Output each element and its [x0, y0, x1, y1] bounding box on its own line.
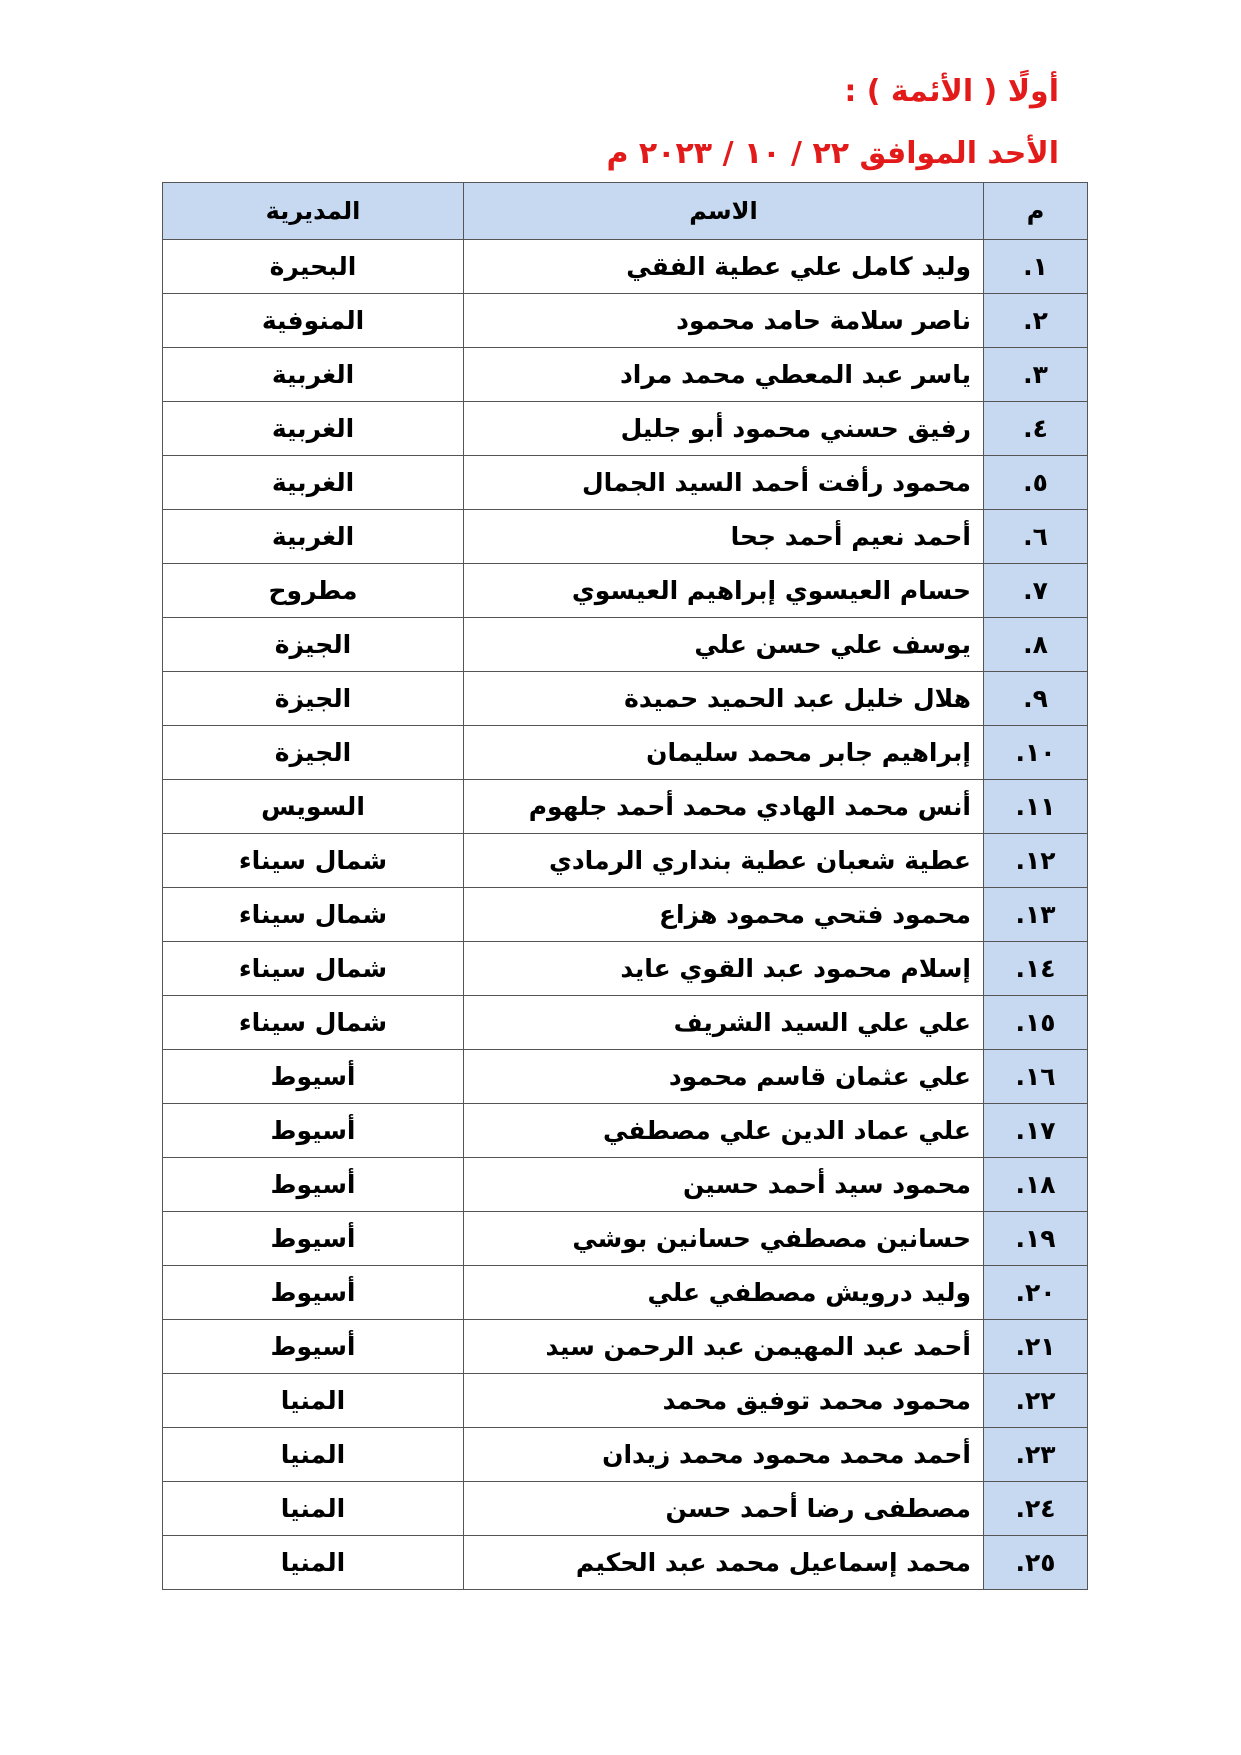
table-header-row	[163, 183, 1088, 240]
row-name: علي علي السيد الشريف	[464, 996, 984, 1050]
table-row	[163, 240, 1088, 294]
table-row	[163, 1104, 1088, 1158]
header-name: الاسم	[464, 183, 984, 240]
row-directorate: أسيوط	[163, 1104, 464, 1158]
table-row	[163, 1320, 1088, 1374]
row-name: أحمد عبد المهيمن عبد الرحمن سيد	[464, 1320, 984, 1374]
table-row	[163, 780, 1088, 834]
row-directorate: الغربية	[163, 402, 464, 456]
row-name: ياسر عبد المعطي محمد مراد	[464, 348, 984, 402]
row-number: .١٢	[984, 834, 1088, 888]
row-directorate: المنيا	[163, 1536, 464, 1590]
row-number: .٢٢	[984, 1374, 1088, 1428]
table-row	[163, 888, 1088, 942]
row-directorate: البحيرة	[163, 240, 464, 294]
table-row	[163, 510, 1088, 564]
row-directorate: المنيا	[163, 1374, 464, 1428]
table-row	[163, 456, 1088, 510]
row-name: محمد إسماعيل محمد عبد الحكيم	[464, 1536, 984, 1590]
table-row	[163, 402, 1088, 456]
table-row	[163, 564, 1088, 618]
row-directorate: الغربية	[163, 456, 464, 510]
row-directorate: أسيوط	[163, 1266, 464, 1320]
row-number: .٥	[984, 456, 1088, 510]
row-number: .١٨	[984, 1158, 1088, 1212]
row-number: .١١	[984, 780, 1088, 834]
table-row	[163, 1158, 1088, 1212]
row-directorate: الغربية	[163, 510, 464, 564]
date-line: الأحد الموافق ٢٢ / ١٠ / ٢٠٢٣ م	[606, 136, 1059, 171]
row-directorate: شمال سيناء	[163, 942, 464, 996]
table-row	[163, 1482, 1088, 1536]
row-number: .١٩	[984, 1212, 1088, 1266]
row-name: أنس محمد الهادي محمد أحمد جلهوم	[464, 780, 984, 834]
row-directorate: الجيزة	[163, 726, 464, 780]
row-name: إبراهيم جابر محمد سليمان	[464, 726, 984, 780]
row-name: عطية شعبان عطية بنداري الرمادي	[464, 834, 984, 888]
row-number: .٩	[984, 672, 1088, 726]
row-name: يوسف علي حسن علي	[464, 618, 984, 672]
section-title: أولًا ( الأئمة ) :	[844, 74, 1059, 109]
table-row	[163, 294, 1088, 348]
row-directorate: شمال سيناء	[163, 834, 464, 888]
row-directorate: شمال سيناء	[163, 996, 464, 1050]
row-name: إسلام محمود عبد القوي عايد	[464, 942, 984, 996]
table-row	[163, 996, 1088, 1050]
row-name: أحمد محمد محمود محمد زيدان	[464, 1428, 984, 1482]
row-directorate: مطروح	[163, 564, 464, 618]
row-name: وليد كامل علي عطية الفقي	[464, 240, 984, 294]
table-row	[163, 1536, 1088, 1590]
row-number: .١٠	[984, 726, 1088, 780]
table-row	[163, 1050, 1088, 1104]
row-number: .١	[984, 240, 1088, 294]
row-number: .٢٥	[984, 1536, 1088, 1590]
row-name: أحمد نعيم أحمد جحا	[464, 510, 984, 564]
imams-table	[162, 182, 1088, 1590]
row-number: .٢١	[984, 1320, 1088, 1374]
table-row	[163, 1428, 1088, 1482]
row-directorate: المنيا	[163, 1428, 464, 1482]
table-row	[163, 1212, 1088, 1266]
row-number: .٢	[984, 294, 1088, 348]
row-number: .٢٠	[984, 1266, 1088, 1320]
row-number: .٤	[984, 402, 1088, 456]
row-name: رفيق حسني محمود أبو جليل	[464, 402, 984, 456]
row-name: حسام العيسوي إبراهيم العيسوي	[464, 564, 984, 618]
row-number: .٨	[984, 618, 1088, 672]
row-directorate: أسيوط	[163, 1050, 464, 1104]
row-name: وليد درويش مصطفي علي	[464, 1266, 984, 1320]
row-number: .٢٤	[984, 1482, 1088, 1536]
header-num: م	[984, 183, 1088, 240]
row-number: .١٧	[984, 1104, 1088, 1158]
row-name: هلال خليل عبد الحميد حميدة	[464, 672, 984, 726]
row-name: علي عثمان قاسم محمود	[464, 1050, 984, 1104]
row-directorate: الجيزة	[163, 618, 464, 672]
row-name: محمود رأفت أحمد السيد الجمال	[464, 456, 984, 510]
row-directorate: الجيزة	[163, 672, 464, 726]
row-number: .٢٣	[984, 1428, 1088, 1482]
row-number: .٧	[984, 564, 1088, 618]
row-name: حسانين مصطفي حسانين بوشي	[464, 1212, 984, 1266]
row-number: .١٣	[984, 888, 1088, 942]
row-directorate: المنوفية	[163, 294, 464, 348]
row-name: محمود محمد توفيق محمد	[464, 1374, 984, 1428]
table-row	[163, 618, 1088, 672]
table-row	[163, 834, 1088, 888]
row-name: محمود فتحي محمود هزاع	[464, 888, 984, 942]
row-number: .١٥	[984, 996, 1088, 1050]
table-row	[163, 672, 1088, 726]
row-name: علي عماد الدين علي مصطفي	[464, 1104, 984, 1158]
row-directorate: أسيوط	[163, 1158, 464, 1212]
row-directorate: المنيا	[163, 1482, 464, 1536]
table-row	[163, 726, 1088, 780]
row-directorate: السويس	[163, 780, 464, 834]
table-row	[163, 348, 1088, 402]
row-number: .١٦	[984, 1050, 1088, 1104]
row-name: ناصر سلامة حامد محمود	[464, 294, 984, 348]
header-directorate: المديرية	[163, 183, 464, 240]
row-directorate: شمال سيناء	[163, 888, 464, 942]
row-number: .١٤	[984, 942, 1088, 996]
table-row	[163, 1374, 1088, 1428]
row-directorate: أسيوط	[163, 1212, 464, 1266]
row-name: محمود سيد أحمد حسين	[464, 1158, 984, 1212]
row-name: مصطفى رضا أحمد حسن	[464, 1482, 984, 1536]
row-number: .٦	[984, 510, 1088, 564]
table-row	[163, 1266, 1088, 1320]
row-directorate: الغربية	[163, 348, 464, 402]
table-row	[163, 942, 1088, 996]
row-directorate: أسيوط	[163, 1320, 464, 1374]
row-number: .٣	[984, 348, 1088, 402]
